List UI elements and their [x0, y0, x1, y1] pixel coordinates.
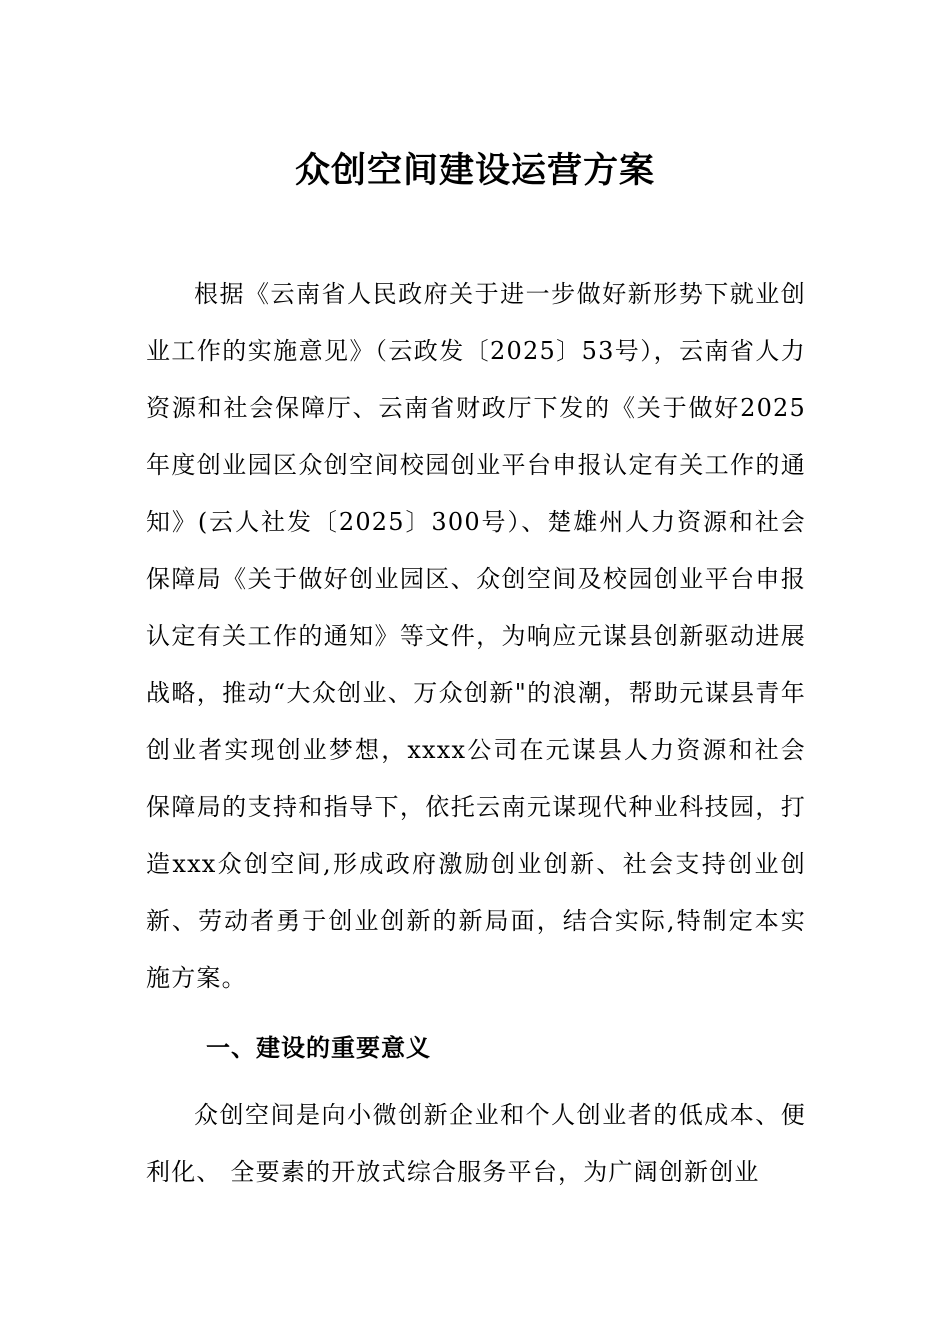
- document-title: 众创空间建设运营方案: [294, 150, 655, 192]
- section-heading-1: 一、建设的重要意义: [206, 1034, 431, 1062]
- paragraph-intro: 根据《云南省人民政府关于进一步做好新形势下就业创业工作的实施意见》（云政发〔2025〕53号），云南省人力资源和社会保障厅、云南省财政厅下发的《关于做好2025年度创业园区众创空间校园创业平台申报认定有关工作的通知》(云人社发〔2025〕300号）、楚雄州人力资源和社会保障局《关于做好创业园区、众创空间及校园创业平台申报认定有关工作的通知》等文件，为响应元谋县创新驱动进展战略，推动“大众创业、万众创新"的浪潮，帮助元谋县青年创业者实现创业梦想，xxxx公司在元谋县人力资源和社会保障局的支持和指导下，依托云南元谋现代种业科技园，打造xxx众创空间,形成政府激励创业创新、社会支持创业创新、劳动者勇于创业创新的新局面，结合实际,特制定本实施方案。: [146, 280, 806, 992]
- paragraph-significance: 众创空间是向小微创新企业和个人创业者的低成本、便利化、 全要素的开放式综合服务平台，为广阔创新创业: [146, 1101, 806, 1186]
